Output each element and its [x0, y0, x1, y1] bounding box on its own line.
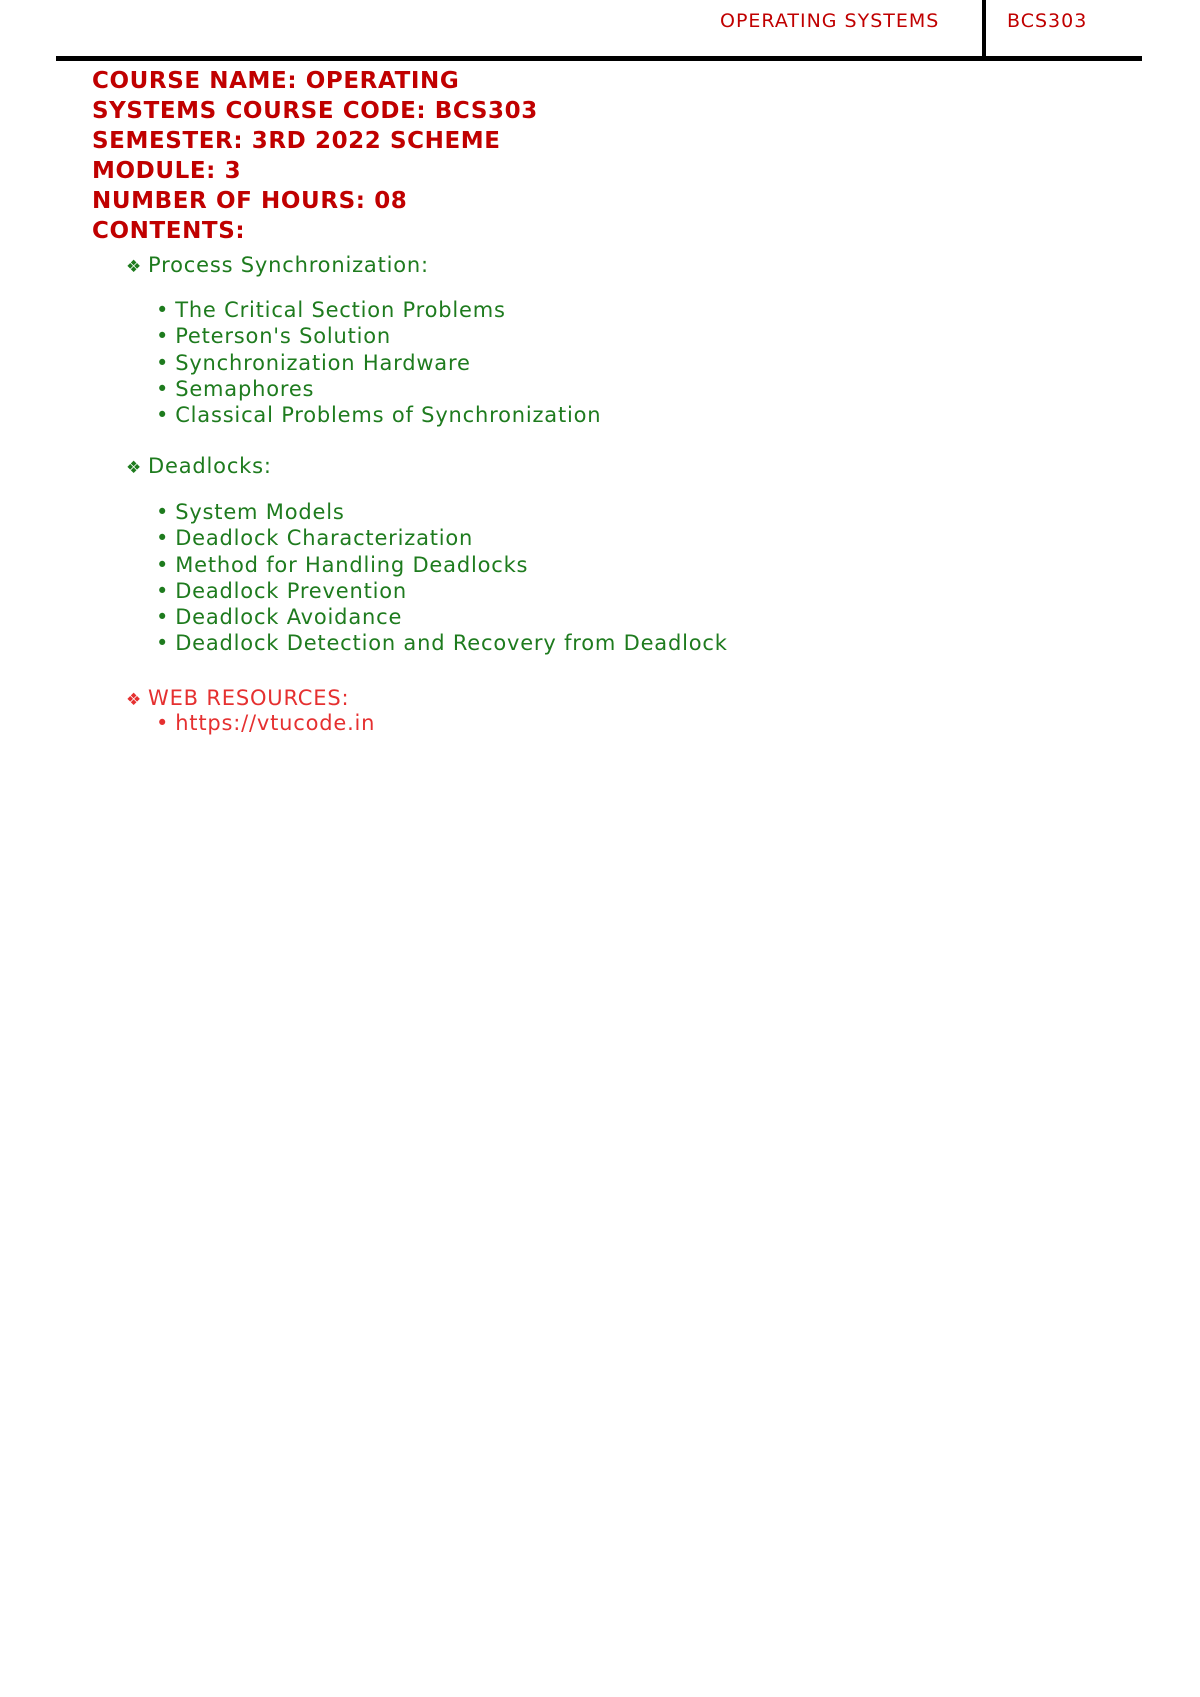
section-process-synchronization	[126, 253, 601, 428]
list-item-text: Deadlock Detection and Recovery from Deadlock	[175, 631, 728, 656]
course-info-block	[92, 66, 538, 246]
section-heading-text: Deadlocks:	[148, 454, 272, 478]
section-heading	[126, 454, 728, 478]
list-item	[156, 552, 728, 578]
list-item-text: Deadlock Prevention	[175, 578, 408, 603]
topic-list	[126, 297, 601, 428]
list-item-text: Synchronization Hardware	[175, 350, 471, 375]
list-item	[156, 604, 728, 630]
bullet-icon: •	[156, 711, 170, 735]
list-item	[156, 630, 728, 656]
list-item-text: Classical Problems of Synchronization	[175, 403, 602, 428]
bullet-icon: •	[156, 605, 170, 630]
list-item-text: The Critical Section Problems	[175, 298, 506, 322]
topic-list	[126, 499, 728, 657]
header-course-code: BCS303	[1007, 10, 1088, 32]
bullet-icon: •	[156, 631, 170, 656]
list-item	[156, 499, 728, 525]
resource-list	[126, 710, 375, 736]
diamond-bullet-icon: ❖	[126, 257, 143, 277]
bullet-icon: •	[156, 578, 170, 603]
list-item-text: Peterson's Solution	[175, 324, 392, 349]
course-code-line: SYSTEMS COURSE CODE: BCS303	[92, 98, 538, 124]
hours-line: NUMBER OF HOURS: 08	[92, 188, 408, 214]
module-line: MODULE: 3	[92, 158, 242, 184]
list-item	[156, 402, 601, 428]
diamond-bullet-icon: ❖	[126, 690, 143, 710]
header-divider	[982, 0, 986, 57]
section-heading	[126, 686, 375, 710]
bullet-icon: •	[156, 350, 170, 375]
semester-line: SEMESTER: 3RD 2022 SCHEME	[92, 128, 501, 154]
header-rule	[56, 56, 1142, 61]
list-item	[156, 578, 728, 604]
list-item	[156, 376, 601, 402]
bullet-icon: •	[156, 324, 170, 349]
list-item-text: System Models	[175, 500, 345, 524]
web-resource-link[interactable]: https://vtucode.in	[175, 711, 376, 735]
section-heading-text: WEB RESOURCES:	[148, 686, 350, 710]
list-item-text: Deadlock Avoidance	[175, 605, 403, 630]
bullet-icon: •	[156, 298, 170, 322]
diamond-bullet-icon: ❖	[126, 458, 143, 478]
bullet-icon: •	[156, 403, 170, 428]
course-name-line: COURSE NAME: OPERATING	[92, 68, 460, 94]
list-item	[156, 323, 601, 349]
list-item-text: Semaphores	[175, 376, 315, 401]
list-item	[156, 297, 601, 323]
list-item-text: Method for Handling Deadlocks	[175, 552, 529, 577]
list-item	[156, 350, 601, 376]
bullet-icon: •	[156, 376, 170, 401]
header-subject: OPERATING SYSTEMS	[720, 10, 940, 32]
bullet-icon: •	[156, 552, 170, 577]
section-heading-text: Process Synchronization:	[148, 253, 429, 277]
bullet-icon: •	[156, 500, 170, 524]
contents-heading: CONTENTS:	[92, 218, 246, 244]
section-web-resources	[126, 686, 375, 736]
list-item	[156, 525, 728, 551]
section-deadlocks	[126, 454, 728, 657]
bullet-icon: •	[156, 526, 170, 551]
list-item	[156, 710, 375, 736]
section-heading	[126, 253, 601, 277]
list-item-text: Deadlock Characterization	[175, 526, 474, 551]
